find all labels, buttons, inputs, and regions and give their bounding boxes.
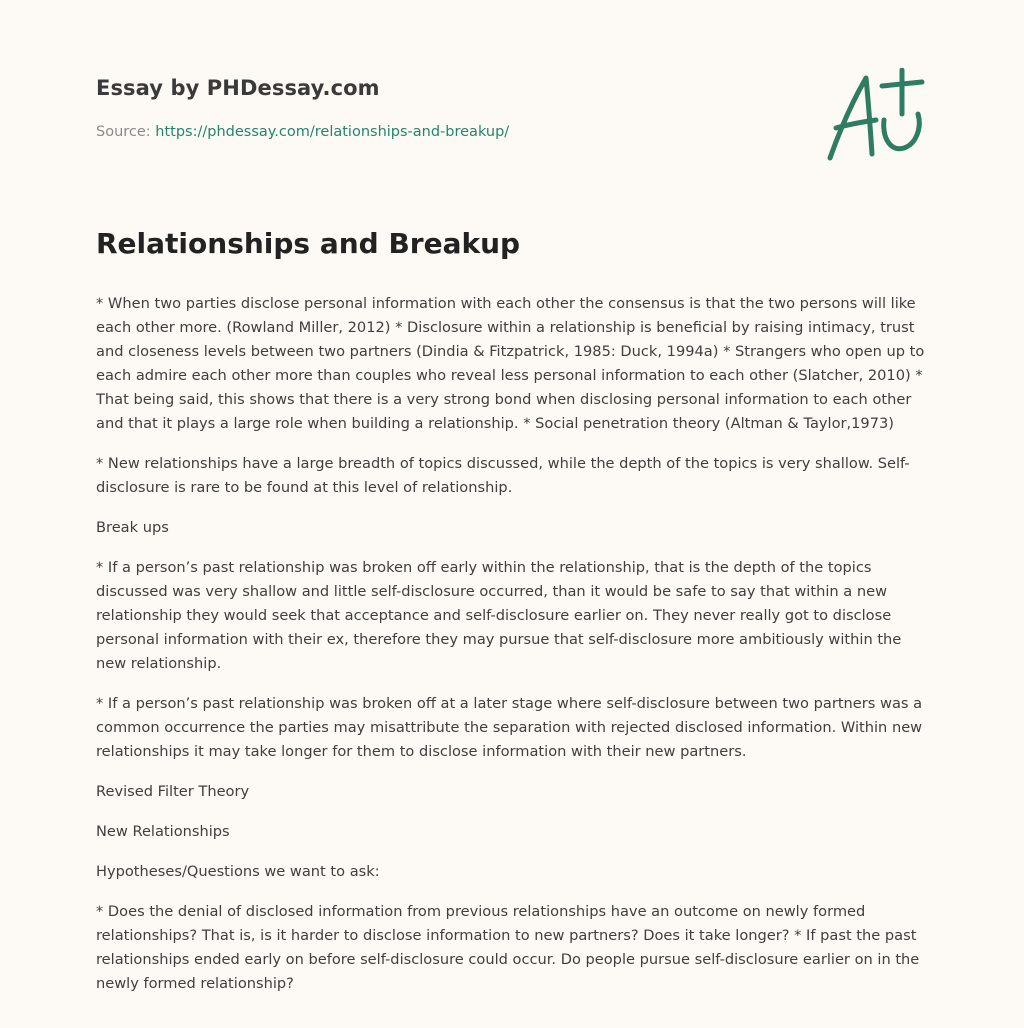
section-label: Revised Filter Theory — [96, 783, 250, 800]
paragraph: * When two parties disclose personal information with each other the consensus is that the two persons will like each other more. (Rowland Miller, 2012) * Disclosure within a relationship is beneficial by raising intimacy, trust and closeness levels between two partners (Dindia & Fitzpatrick, 1985: Duck, 1994a) * Strangers who open up to each admire each other more than couples who reveal less personal information to each other (Slatcher, 2010) * That being said, this shows that there is a very strong bond when disclosing personal information to each other and that it plays a large role when building a relationship. * Social penetration theory (Altman & Taylor,1973) — [96, 295, 925, 432]
section-label: New Relationships — [96, 823, 230, 840]
paragraph: * Does the denial of disclosed information from previous relationships have an outcome on newly formed relationships? That is, is it harder to disclose information to new partners? Does it take longer? * If past the past relationships ended early on before self-disclosure could occur. Do people pursue self-disclosure earlier on in the newly formed relationship? — [96, 903, 920, 992]
source-line — [96, 124, 509, 140]
section-label: Break ups — [96, 519, 169, 536]
paragraph: * If a person’s past relationship was broken off early within the relationship, that is the depth of the topics discussed was very shallow and little self-disclosure occurred, than it would be safe to say that within a new relationship they would seek that acceptance and self-disclosure earlier on. They never really got to disclose personal information with their ex, therefore they may pursue that self-disclosure more ambitiously within the new relationship. — [96, 559, 902, 672]
site-brand: Essay by PHDessay.com — [96, 76, 380, 100]
source-link[interactable]: https://phdessay.com/relationships-and-breakup/ — [155, 124, 510, 140]
a-plus-logo-icon — [822, 68, 930, 164]
header — [96, 76, 380, 100]
article-title: Relationships and Breakup — [96, 227, 521, 260]
paragraph: * New relationships have a large breadth of topics discussed, while the depth of the topics is very shallow. Self-disclosure is rare to be found at this level of relationship. — [96, 455, 910, 496]
source-label: Source: — [96, 124, 151, 140]
article — [96, 224, 930, 1012]
paragraph: * If a person’s past relationship was broken off at a later stage where self-disclosure between two partners was a common occurrence the parties may misattribute the separation with rejected disclosed information. Within new relationships it may take longer for them to disclose information with their new partners. — [96, 695, 923, 760]
section-label: Hypotheses/Questions we want to ask: — [96, 863, 380, 880]
